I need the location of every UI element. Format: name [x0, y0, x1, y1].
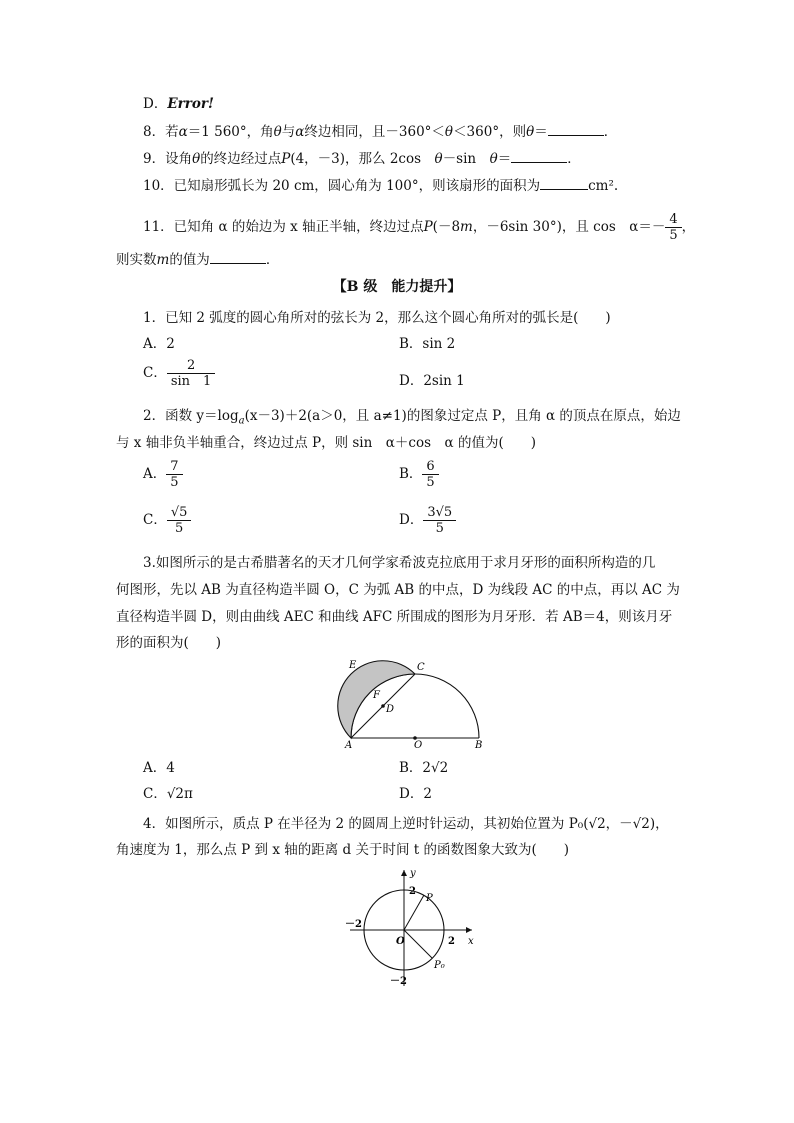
question-10: 10．已知扇形弧长为 20 cm，圆心角为 100°，则该扇形的面积为 cm².: [143, 175, 618, 196]
b3-option-a[interactable]: A．4: [143, 760, 175, 776]
b2-option-d[interactable]: D． $\frac{3√5}{5}$: [399, 505, 456, 536]
label-neg2-bottom: －2: [390, 976, 407, 987]
b3-option-c[interactable]: C．√2π: [143, 786, 193, 802]
label-origin: O: [396, 936, 405, 947]
question-11-cont: 则实数m的值为 ．: [116, 249, 279, 270]
b-question-3-line2: 何图形，先以 AB 为直径构造半圆 O，C 为弧 AB 的中点，D 为线段 AC 的中点，再以 AC 为: [116, 582, 680, 598]
option-d-error: D．Error!: [143, 96, 214, 112]
circle-figure: [340, 866, 480, 990]
y-arrow-icon: [401, 870, 407, 876]
section-title: 【B 级 能力提升】: [332, 279, 462, 295]
b1-option-a[interactable]: A．2: [143, 336, 175, 352]
label-c: C: [417, 662, 425, 673]
b1-option-c[interactable]: C． $\frac{2}{\sin 1}$: [143, 358, 215, 389]
b3-option-d[interactable]: D．2: [399, 786, 432, 802]
radius-op0: [404, 930, 432, 958]
label-p0: P₀: [434, 960, 445, 971]
label-f: F: [373, 690, 380, 701]
b-question-3-line4: 形的面积为( ): [116, 635, 222, 651]
answer-blank[interactable]: [540, 175, 588, 190]
label-e: E: [349, 660, 357, 671]
b-question-3-line1: 3.如图所示的是古希腊著名的天才几何学家希波克拉底用于求月牙形的面积所构造的几: [143, 555, 656, 571]
fraction: $\frac{4}{5}$: [665, 212, 681, 243]
label-a: A: [345, 740, 353, 748]
label-x: x: [468, 936, 474, 947]
x-arrow-icon: [466, 927, 472, 933]
b1-option-b[interactable]: B．sin 2: [399, 336, 456, 352]
radius-op: [404, 895, 424, 930]
b-question-3-line3: 直径构造半圆 D，则由曲线 AEC 和曲线 AFC 所围成的图形为月牙形．若 AB＝4，则该月牙: [116, 609, 673, 625]
point-d: [381, 704, 385, 708]
lune-figure: [335, 652, 495, 748]
b-question-4-line1: 4．如图所示，质点 P 在半径为 2 的圆周上逆时针运动，其初始位置为 P₀(√2，－√2)，: [143, 816, 669, 832]
label-2-top: 2: [409, 886, 416, 897]
b3-option-b[interactable]: B．2√2: [399, 760, 449, 776]
answer-blank[interactable]: [511, 148, 567, 163]
label-y: y: [410, 868, 416, 879]
label-b: B: [475, 740, 483, 748]
label-d: D: [386, 704, 395, 715]
answer-blank[interactable]: [548, 121, 604, 136]
b-question-2-line2: 与 x 轴非负半轴重合，终边过点 P，则 sin α＋cos α 的值为( ): [116, 435, 536, 451]
question-11: 11．已知角 α 的始边为 x 轴正半轴，终边过点P(－8m，－6sin 30°)，且 cos α＝－ $\frac{4}{5}$ ，: [143, 212, 696, 243]
label-neg2-left: －2: [345, 919, 362, 930]
b-question-2-line1: 2．函数 $y=\log_a(x-3)+2(a>0$，且 a≠1)的图象过定点 P，且角 α 的顶点在原点，始边: [143, 408, 681, 427]
b2-option-b[interactable]: B． $\frac{6}{5}$: [399, 459, 439, 490]
question-9: 9．设角θ的终边经过点P(4，－3)，那么 2cos θ－sin θ＝ ．: [143, 148, 581, 169]
b1-option-d[interactable]: D．2sin 1: [399, 373, 465, 389]
label-o: O: [414, 740, 423, 748]
b2-option-a[interactable]: A． $\frac{7}{5}$: [143, 459, 183, 490]
label-p: P: [426, 893, 433, 904]
b-question-1: 1．已知 2 弧度的圆心角所对的弦长为 2，那么这个圆心角所对的弧长是( ): [143, 310, 611, 326]
answer-blank[interactable]: [210, 249, 266, 264]
label-2-right: 2: [448, 936, 455, 947]
b-question-4-line2: 角速度为 1，那么点 P 到 x 轴的距离 d 关于时间 t 的函数图象大致为( ): [116, 842, 570, 858]
b2-option-c[interactable]: C． $\frac{√5}{5}$: [143, 505, 191, 536]
question-8: 8．若α＝1 560°，角θ与α终边相同，且－360°＜θ＜360°，则θ＝ ．: [143, 121, 617, 142]
